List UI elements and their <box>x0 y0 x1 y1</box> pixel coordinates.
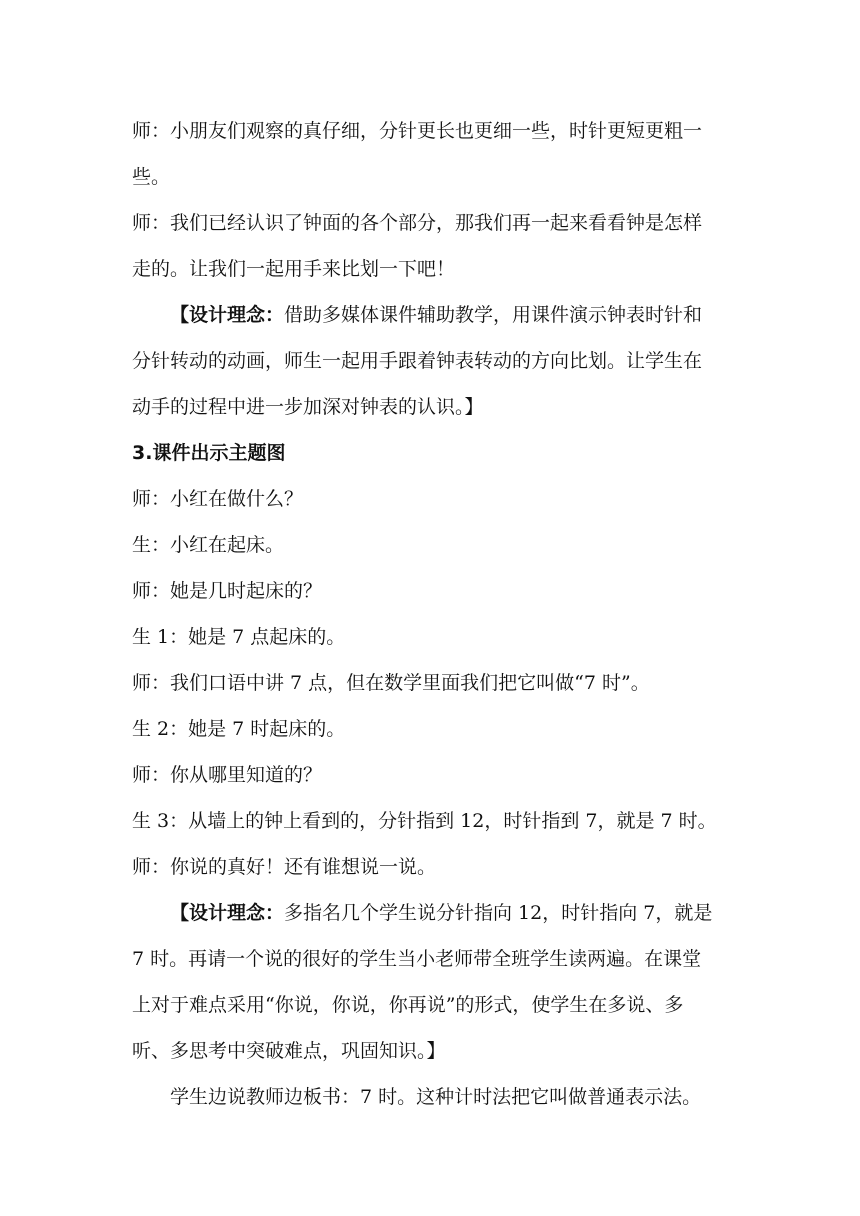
design-note-line <box>132 890 732 936</box>
design-note-text: 多指名几个学生说分针指向 12，时针指向 7，就是 <box>284 902 713 924</box>
dialogue-line: 生 2：她是 7 时起床的。 <box>132 718 346 740</box>
paragraph-line: 师：我们已经认识了钟面的各个部分，那我们再一起来看看钟是怎样 <box>132 212 703 234</box>
design-note-label: 【设计理念： <box>170 902 285 924</box>
paragraph-line: 走的。让我们一起用手来比划一下吧！ <box>132 258 456 280</box>
section-heading: 3.课件出示主题图 <box>132 442 286 464</box>
dialogue-line: 生 3：从墙上的钟上看到的，分针指到 12，时针指到 7，就是 7 时。 <box>132 810 717 832</box>
dialogue-line: 生 1：她是 7 点起床的。 <box>132 626 346 648</box>
document-page <box>132 108 732 1120</box>
paragraph-line: 听、多思考中突破难点，巩固知识。】 <box>132 1040 446 1062</box>
paragraph-line: 学生边说教师边板书：7 时。这种计时法把它叫做普通表示法。 <box>170 1086 702 1108</box>
design-note-text: 借助多媒体课件辅助教学，用课件演示钟表时针和 <box>284 304 703 326</box>
dialogue-line: 师：我们口语中讲 7 点，但在数学里面我们把它叫做“7 时”。 <box>132 672 650 694</box>
paragraph-line: 师：小朋友们观察的真仔细，分针更长也更细一些，时针更短更粗一 <box>132 120 703 142</box>
design-note-line <box>132 292 732 338</box>
paragraph-line: 7 时。再请一个说的很好的学生当小老师带全班学生读两遍。在课堂 <box>132 948 702 970</box>
paragraph-line: 分针转动的动画，师生一起用手跟着钟表转动的方向比划。让学生在 <box>132 350 703 372</box>
paragraph-line: 些。 <box>132 166 171 188</box>
dialogue-line: 师：你从哪里知道的？ <box>132 764 323 786</box>
paragraph-line: 上对于难点采用“你说，你说，你再说”的形式，使学生在多说、多 <box>132 994 684 1016</box>
dialogue-line: 生：小红在起床。 <box>132 534 285 556</box>
dialogue-line: 师：你说的真好！还有谁想说一说。 <box>132 856 437 878</box>
dialogue-line: 师：她是几时起床的？ <box>132 580 323 602</box>
design-note-label: 【设计理念： <box>170 304 285 326</box>
dialogue-line: 师：小红在做什么？ <box>132 488 304 510</box>
paragraph-line: 动手的过程中进一步加深对钟表的认识。】 <box>132 396 484 418</box>
